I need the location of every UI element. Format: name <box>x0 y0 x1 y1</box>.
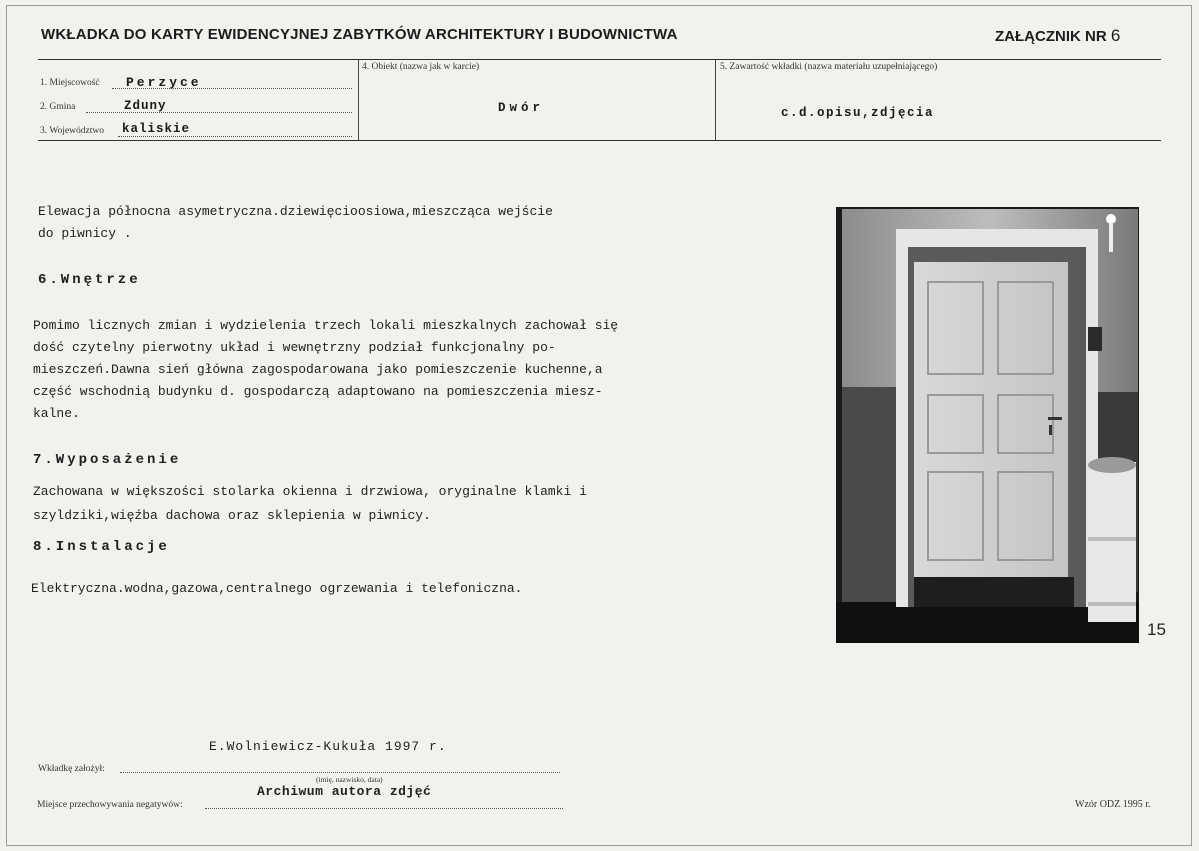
header-bottom-rule <box>38 140 1161 141</box>
template-version: Wzór ODZ 1995 r. <box>1075 799 1151 810</box>
storage-label: Miejsce przechowywania negatywów: <box>37 800 183 810</box>
form-title: WKŁADKA DO KARTY EWIDENCYJNEJ ZABYTKÓW ARCHITEKTURY I BUDOWNICTWA <box>41 26 678 43</box>
text-line: do piwnicy . <box>38 226 132 241</box>
object-label: 4. Obiekt (nazwa jak w karcie) <box>362 62 480 72</box>
voivodeship-dotted-line <box>118 136 352 137</box>
storage-value: Archiwum autora zdjęć <box>257 784 432 799</box>
commune-label: 2. Gmina <box>40 102 76 112</box>
annex-label: ZAŁĄCZNIK NR 6 <box>995 26 1121 45</box>
section-6-paragraph <box>33 315 793 425</box>
contents-label: 5. Zawartość wkładki (nazwa materiału uzupełniającego) <box>720 62 938 72</box>
locality-value: Perzyce <box>126 75 202 90</box>
page-number: 15 <box>1147 620 1166 639</box>
text-line: Zachowana w większości stolarka okienna i drzwiowa, oryginalne klamki i <box>33 484 587 499</box>
text-line: dość czytelny pierwotny układ i wewnętrzny podział funkcjonalny po- <box>33 340 556 355</box>
section-8-heading: 8.Instalacje <box>33 539 170 555</box>
section-7-heading: 7.Wyposażenie <box>33 452 182 468</box>
author-hint: (imię, nazwisko, data) <box>316 775 383 784</box>
author-value: E.Wolniewicz-Kukuła 1997 r. <box>209 739 447 754</box>
column-divider-1 <box>358 60 359 140</box>
intro-paragraph <box>38 201 798 245</box>
text-line: Pomimo licznych zmian i wydzielenia trzech lokali mieszkalnych zachował się <box>33 318 619 333</box>
section-8-paragraph <box>31 578 791 600</box>
column-divider-2 <box>715 60 716 140</box>
interior-door-photo <box>836 207 1139 643</box>
commune-value: Zduny <box>124 99 167 113</box>
author-label: Wkładkę założył: <box>38 764 105 774</box>
annex-number: 6 <box>1110 26 1121 45</box>
voivodeship-value: kaliskie <box>122 122 191 136</box>
locality-label: 1. Miejscowość <box>40 78 100 88</box>
voivodeship-label: 3. Województwo <box>40 126 104 136</box>
text-line: Elektryczna.wodna,gazowa,centralnego ogrzewania i telefoniczna. <box>31 581 523 596</box>
text-line: mieszczeń.Dawna sień główna zagospodarowana jako pomieszczenie kuchenne,a <box>33 362 603 377</box>
contents-value: c.d.opisu,zdjęcia <box>781 106 935 120</box>
text-line: kalne. <box>33 406 80 421</box>
header-top-rule <box>38 59 1161 60</box>
storage-dotted-line <box>205 808 563 809</box>
section-7-paragraph <box>33 480 793 528</box>
section-6-heading: 6.Wnętrze <box>38 272 141 288</box>
object-value: Dwór <box>498 101 545 115</box>
text-line: część wschodnią budynku d. gospodarczą adaptowano na pomieszczenia miesz- <box>33 384 603 399</box>
text-line: szyldziki,więźba dachowa oraz sklepienia w piwnicy. <box>33 508 431 523</box>
author-dotted-line <box>120 772 560 773</box>
text-line: Elewacja północna asymetryczna.dziewięcioosiowa,mieszcząca wejście <box>38 204 553 219</box>
